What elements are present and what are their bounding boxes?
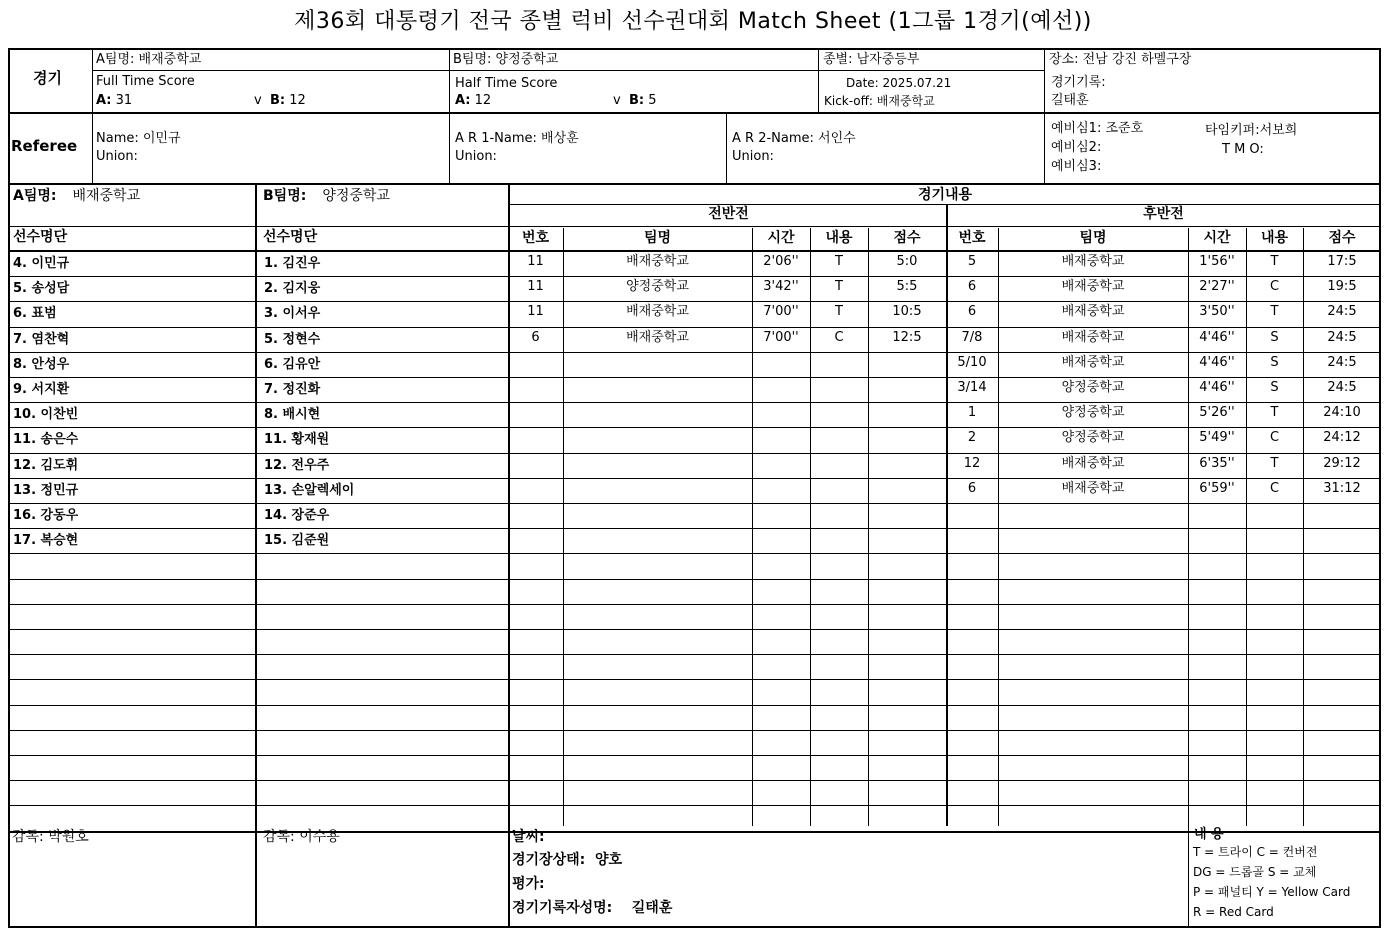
first-half-cell: T [835, 304, 843, 319]
a-player: 7. 염찬혁 [13, 332, 70, 347]
a-player: 10. 이찬빈 [13, 407, 79, 422]
b-list-header: 선수명단 [263, 229, 318, 245]
a-player: 9. 서지환 [13, 382, 70, 397]
second-half-cell: 4'46'' [1199, 330, 1235, 345]
ft-b-score: 12 [289, 93, 306, 108]
recorder-name: 길태훈 [1051, 93, 1089, 108]
record-writer: 경기기록자성명: 길태훈 [512, 900, 673, 916]
second-half-cell: 17:5 [1327, 254, 1357, 269]
second-half-cell: 6'35'' [1199, 456, 1235, 471]
a-player: 17. 복승현 [13, 533, 79, 548]
second-half-cell: S [1270, 380, 1279, 395]
a-player: 13. 정민규 [13, 483, 79, 498]
legend-line-1: T = 트라이 C = 컨버전 [1193, 845, 1318, 859]
second-half-col-header: 시간 [1203, 230, 1231, 246]
second-half-cell: 6 [967, 304, 977, 319]
first-half-cell: 5:5 [896, 279, 918, 294]
first-half-cell: 7'00'' [763, 330, 799, 345]
timekeeper: 타임키퍼:서보희 [1205, 123, 1298, 138]
second-half-cell: 24:5 [1327, 330, 1357, 345]
a-player: 8. 안성우 [13, 357, 70, 372]
second-half-col-header: 번호 [958, 230, 986, 246]
first-half-label: 전반전 [708, 206, 749, 222]
second-half-cell: 배재중학교 [1061, 355, 1125, 370]
second-half-cell: T [1270, 405, 1279, 420]
b-player: 15. 김준원 [264, 533, 330, 548]
b-player: 1. 김진우 [264, 256, 321, 271]
second-half-cell: 배재중학교 [1061, 279, 1125, 294]
second-half-cell: 1 [967, 405, 977, 420]
b-player: 2. 김지웅 [264, 281, 321, 296]
second-half-cell: 배재중학교 [1061, 481, 1125, 496]
second-half-cell: S [1270, 330, 1279, 345]
first-half-cell: C [834, 330, 844, 345]
second-half-cell: T [1270, 254, 1279, 269]
first-half-cell: 12:5 [892, 330, 922, 345]
second-half-cell: 양정중학교 [1061, 430, 1125, 445]
second-half-cell: 31:12 [1323, 481, 1361, 496]
second-half-col-header: 팀명 [1079, 230, 1107, 246]
first-half-cell: 배재중학교 [626, 330, 689, 345]
a-player: 11. 송은수 [13, 432, 79, 447]
second-half-cell: 양정중학교 [1061, 405, 1125, 420]
second-half-cell: 19:5 [1327, 279, 1357, 294]
match-date: Date: 2025.07.21 [846, 76, 952, 90]
ht-a-score: 12 [474, 93, 492, 108]
a-player: 5. 송성담 [13, 281, 70, 296]
a-player: 16. 강동우 [13, 508, 79, 523]
reserve-referee-2: 예비심2: [1051, 140, 1102, 155]
weather: 날씨: [512, 829, 545, 845]
ar2-union: Union: [732, 149, 774, 164]
first-half-cell: 11 [527, 254, 544, 269]
team-a-name: A팀명: 배재중학교 [96, 52, 202, 67]
b-player: 14. 장준우 [264, 508, 330, 523]
second-half-label: 후반전 [1143, 206, 1184, 222]
second-half-cell: C [1269, 481, 1280, 496]
ar1-union: Union: [455, 149, 497, 164]
second-half-cell: 24:5 [1327, 355, 1357, 370]
second-half-cell: 5'49'' [1199, 430, 1235, 445]
page-title: 제36회 대통령기 전국 종별 럭비 선수권대회 Match Sheet (1그룹 1경기(예선)) [294, 9, 1092, 34]
second-half-cell: 4'46'' [1199, 380, 1235, 395]
second-half-col-header: 점수 [1328, 230, 1356, 246]
first-half-col-header: 내용 [825, 230, 853, 246]
first-half-cell: 6 [531, 330, 540, 345]
first-half-cell: T [835, 254, 843, 269]
ar1-name: A R 1-Name: 배상훈 [455, 131, 579, 146]
second-half-cell: 5/10 [957, 355, 987, 370]
half-time-label: Half Time Score [455, 76, 558, 91]
b-player: 11. 황재원 [264, 432, 330, 447]
second-half-cell: 24:12 [1323, 430, 1361, 445]
second-half-cell: 24:10 [1323, 405, 1361, 420]
a-list-header: 선수명단 [13, 229, 68, 245]
team-b-name: B팀명: 양정중학교 [453, 52, 559, 67]
first-half-cell: 배재중학교 [626, 254, 689, 269]
first-half-cell: 배재중학교 [626, 304, 689, 319]
b-player: 7. 정진화 [264, 382, 321, 397]
second-half-cell: 24:5 [1327, 380, 1357, 395]
match-label: 경기 [33, 69, 62, 87]
reserve-referee-3: 예비심3: [1051, 159, 1102, 174]
referee-union: Union: [96, 149, 138, 164]
second-half-cell: 1'56'' [1199, 254, 1235, 269]
second-half-cell: 3/14 [957, 380, 987, 395]
second-half-cell: 3'50'' [1199, 304, 1235, 319]
second-half-cell: 2'27'' [1199, 279, 1235, 294]
first-half-cell: 7'00'' [763, 304, 799, 319]
second-half-cell: S [1270, 355, 1279, 370]
coach-b: 감독: 이수용 [263, 829, 340, 845]
ht-b-score: 5 [648, 93, 657, 108]
field-condition: 경기장상태: 양호 [512, 852, 623, 868]
referee-name: Name: 이민규 [96, 131, 181, 146]
evaluation: 평가: [512, 876, 545, 892]
ft-a-score: 31 [115, 93, 133, 108]
first-half-cell: 양정중학교 [626, 279, 689, 294]
events-header: 경기내용 [917, 187, 973, 203]
second-half-cell: 24:5 [1327, 304, 1357, 319]
a-player: 6. 표범 [13, 306, 57, 321]
venue: 장소: 전남 강진 하멜구장 [1049, 52, 1192, 67]
second-half-cell: 6 [967, 279, 977, 294]
b-player: 5. 정현수 [264, 332, 321, 347]
first-half-col-header: 팀명 [643, 230, 672, 246]
b-player: 6. 김유안 [264, 357, 321, 372]
second-half-cell: 7/8 [961, 330, 983, 345]
legend-line-4: R = Red Card [1193, 905, 1274, 919]
second-half-cell: 6'59'' [1199, 481, 1235, 496]
second-half-col-header: 내용 [1260, 230, 1289, 246]
second-half-cell: C [1269, 279, 1280, 294]
second-half-cell: 6 [967, 481, 977, 496]
b-player: 13. 손알렉세이 [264, 483, 355, 498]
first-half-cell: 2'06'' [763, 254, 799, 269]
second-half-cell: 양정중학교 [1061, 380, 1125, 395]
tmo: T M O: [1222, 142, 1264, 157]
first-half-cell: T [835, 279, 843, 294]
a-team-name: 배재중학교 [72, 188, 141, 204]
half-time-score: A: 12 v B: 5 [455, 93, 657, 108]
legend-line-2: DG = 드롭골 S = 교체 [1193, 865, 1317, 879]
b-player: 8. 배시현 [264, 407, 321, 422]
second-half-cell: 배재중학교 [1061, 254, 1125, 269]
second-half-cell: 29:12 [1323, 456, 1361, 471]
first-half-col-header: 점수 [893, 230, 921, 246]
second-half-cell: C [1269, 430, 1280, 445]
reserve-referee-1: 예비심1: 조준호 [1051, 121, 1144, 136]
b-team-name: 양정중학교 [322, 188, 390, 204]
second-half-cell: T [1270, 304, 1279, 319]
b-player: 12. 전우주 [264, 458, 330, 473]
ar2-name: A R 2-Name: 서인수 [732, 131, 856, 146]
first-half-col-header: 번호 [521, 230, 550, 246]
full-time-score: A: 31 v B: 12 [96, 93, 306, 108]
second-half-cell: 5'26'' [1199, 405, 1235, 420]
first-half-cell: 3'42'' [763, 279, 799, 294]
referee-label: Referee [11, 137, 78, 155]
first-half-cell: 5:0 [896, 254, 918, 269]
first-half-cell: 10:5 [892, 304, 922, 319]
second-half-cell: 12 [963, 456, 981, 471]
second-half-cell: 2 [967, 430, 977, 445]
a-player: 12. 김도휘 [13, 458, 79, 473]
b-team-label: B팀명: 양정중학교 [263, 188, 390, 204]
full-time-label: Full Time Score [96, 74, 195, 89]
recorder-label: 경기기록: [1051, 75, 1106, 90]
second-half-cell: 4'46'' [1199, 355, 1235, 370]
first-half-col-header: 시간 [767, 230, 795, 246]
second-half-cell: 배재중학교 [1061, 456, 1125, 471]
second-half-cell: T [1270, 456, 1279, 471]
a-team-label: A팀명: 배재중학교 [13, 188, 141, 204]
legend-title: 내 용 [1194, 827, 1224, 842]
kickoff: Kick-off: 배재중학교 [824, 94, 935, 108]
b-player: 3. 이서우 [264, 306, 321, 321]
a-player: 4. 이민규 [13, 256, 70, 271]
second-half-cell: 배재중학교 [1061, 304, 1125, 319]
first-half-cell: 11 [527, 279, 544, 294]
legend-line-3: P = 패널티 Y = Yellow Card [1193, 885, 1351, 899]
first-half-cell: 11 [527, 304, 544, 319]
second-half-cell: 배재중학교 [1061, 330, 1125, 345]
coach-a: 감독: 박원호 [12, 829, 89, 845]
header-box [8, 48, 1381, 185]
category: 종별: 남자중등부 [823, 52, 920, 67]
second-half-cell: 5 [967, 254, 977, 269]
